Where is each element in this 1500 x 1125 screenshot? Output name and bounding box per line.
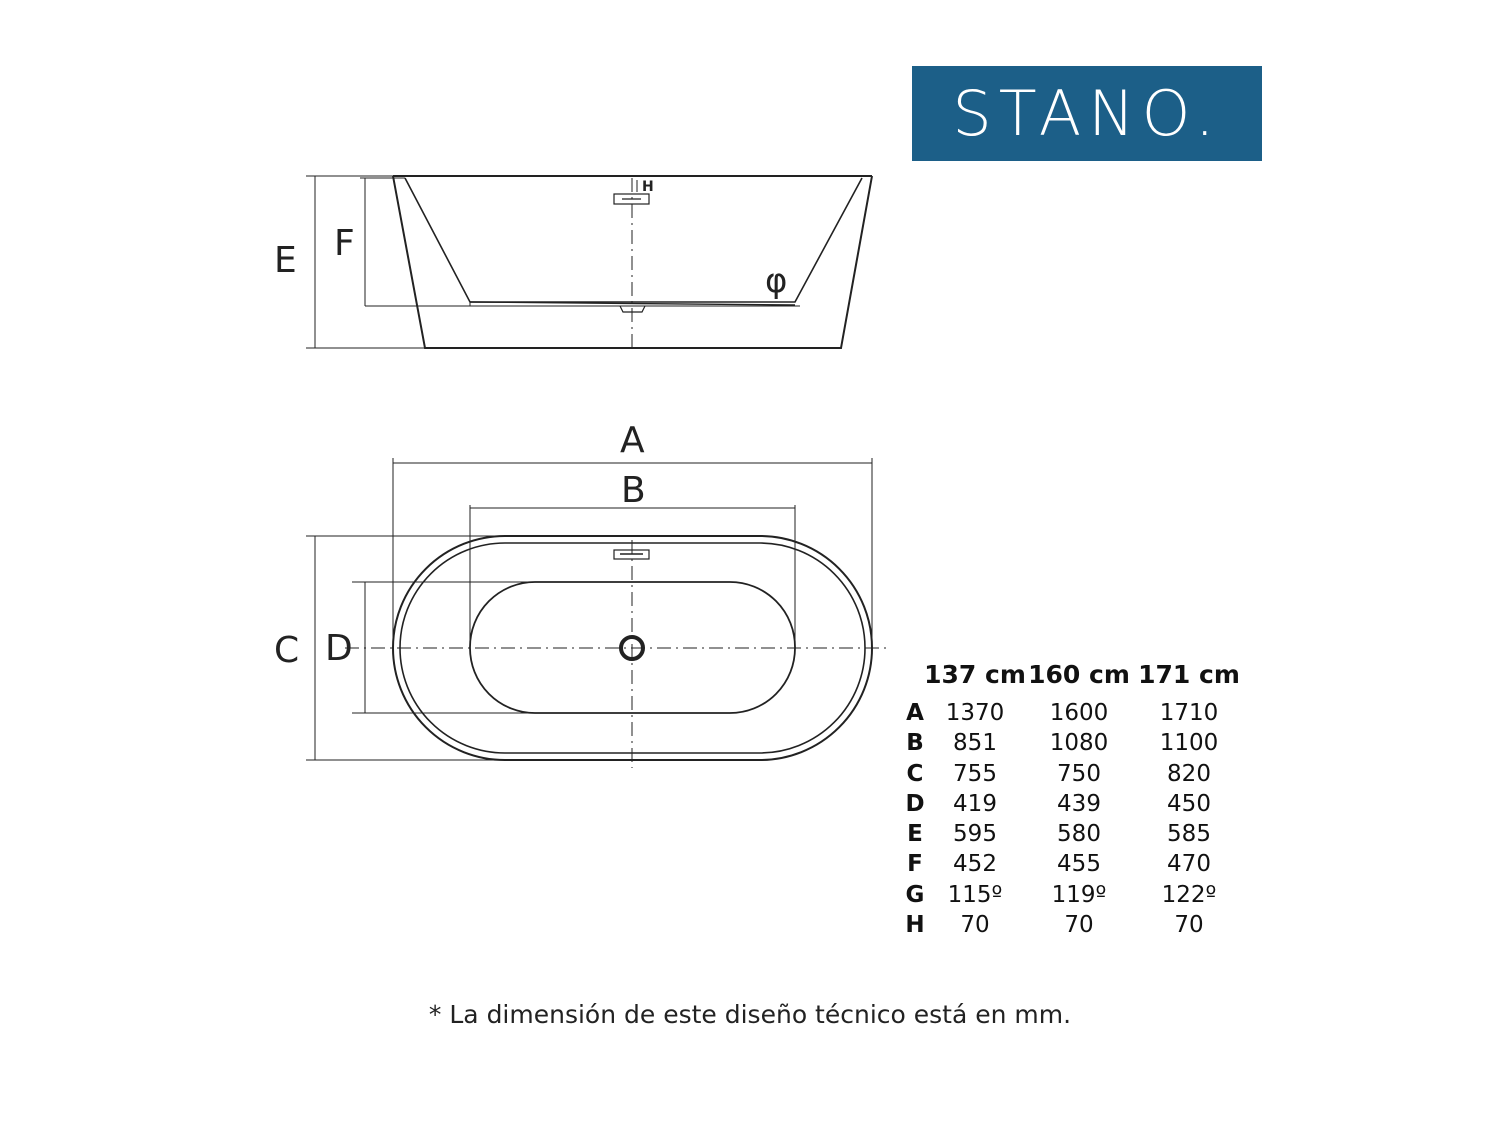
row-key: G <box>905 881 925 908</box>
brand-logo-text: STANO. <box>952 76 1222 150</box>
table-cell: 452 <box>953 851 997 878</box>
table-cell: 750 <box>1057 760 1101 787</box>
table-cell: 115º <box>947 881 1003 908</box>
column-header: 171 cm <box>1138 660 1240 689</box>
tub-inner-basin <box>405 178 862 302</box>
table-cell: 755 <box>953 760 997 787</box>
column-header: 160 cm <box>1028 660 1130 689</box>
label-f: F <box>334 223 355 264</box>
row-key: E <box>907 821 923 848</box>
table-cell: 450 <box>1167 790 1211 817</box>
table-cell: 1710 <box>1159 700 1219 726</box>
table-cell: 1080 <box>1049 730 1109 757</box>
table-cell: 70 <box>960 912 990 939</box>
table-cell: 1600 <box>1049 700 1109 726</box>
column-header: 137 cm <box>924 660 1026 689</box>
table-cell: 580 <box>1057 821 1101 848</box>
table-cell: 122º <box>1161 881 1217 908</box>
label-c: C <box>274 630 300 671</box>
table-cell: 595 <box>953 821 997 848</box>
label-e: E <box>274 240 297 281</box>
table-cell: 1100 <box>1159 730 1219 757</box>
row-key: B <box>906 730 924 757</box>
table-cell: 419 <box>953 790 997 817</box>
table-cell: 119º <box>1051 881 1107 908</box>
table-cell: 455 <box>1057 851 1101 878</box>
row-key: C <box>906 760 924 787</box>
table-cell: 70 <box>1174 912 1204 939</box>
table-cell: 820 <box>1167 760 1211 787</box>
row-key: A <box>906 700 924 726</box>
table-cell: 470 <box>1167 851 1211 878</box>
table-cell: 585 <box>1167 821 1211 848</box>
row-key: F <box>907 851 923 878</box>
plan-view <box>306 458 888 768</box>
footnote: * La dimensión de este diseño técnico está en mm. <box>428 1000 1072 1029</box>
table-cell: 70 <box>1064 912 1094 939</box>
label-a: A <box>620 420 645 461</box>
label-angle: φ <box>765 261 788 301</box>
row-key: H <box>905 912 925 939</box>
label-b: B <box>621 470 646 511</box>
label-h: H <box>642 179 654 195</box>
table-cell: 851 <box>953 730 997 757</box>
table-cell: 1370 <box>945 700 1005 726</box>
table-cell: 439 <box>1057 790 1101 817</box>
row-key: D <box>905 790 925 817</box>
label-d: D <box>325 628 353 669</box>
